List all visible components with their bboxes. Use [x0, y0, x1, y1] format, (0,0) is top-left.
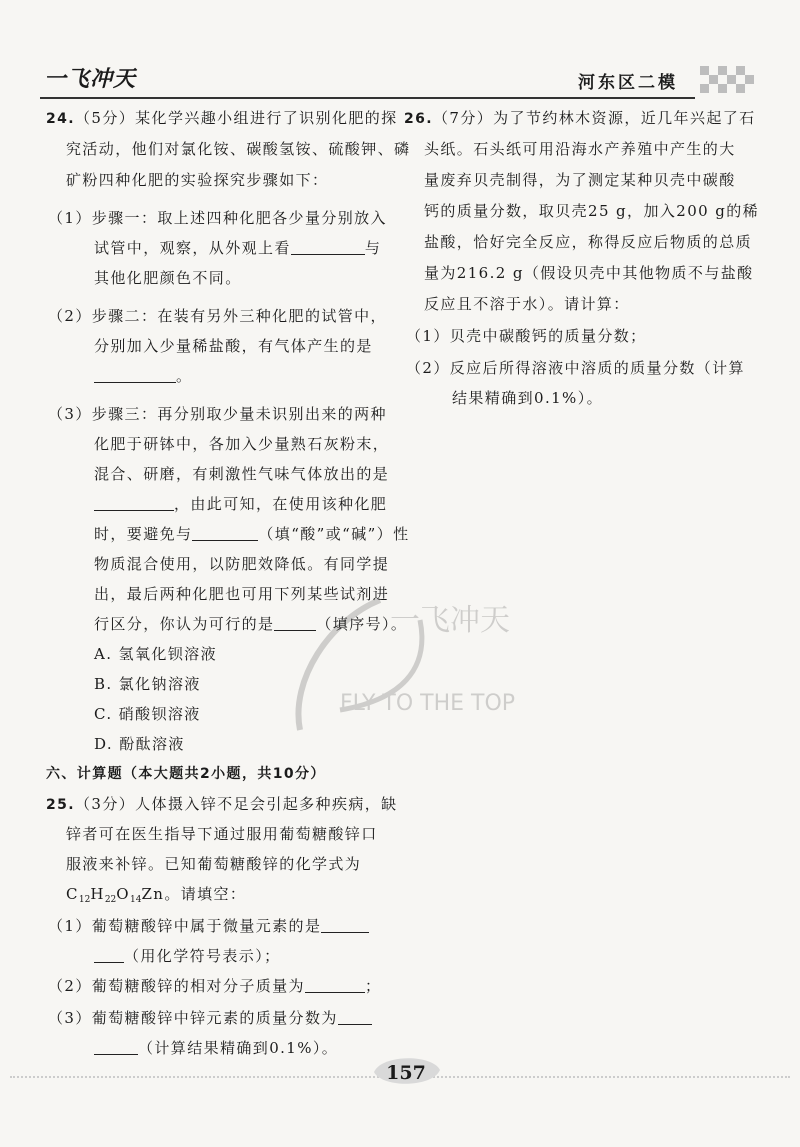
- q24-line-2: 究活动，他们对氯化铵、碳酸氢铵、硫酸钾、磷: [66, 140, 411, 158]
- q24-step3-line-1: （3）步骤三：再分别取少量未识别出来的两种: [48, 405, 387, 423]
- answer-blank[interactable]: [94, 1038, 138, 1055]
- q24-number: 24.: [46, 111, 76, 127]
- q25-line-3: 服液来补锌。已知葡萄糖酸锌的化学式为: [66, 855, 362, 873]
- q24-step3-line-4: ，由此可知，在使用该种化肥: [94, 494, 387, 514]
- q24-option-c: C. 硝酸钡溶液: [94, 705, 201, 723]
- svg-text:FLY TO THE TOP: FLY TO THE TOP: [340, 691, 516, 716]
- q26-line-3: 量废弃贝壳制得，为了测定某种贝壳中碳酸: [424, 171, 736, 189]
- answer-blank[interactable]: [94, 946, 124, 963]
- q25-part1-line-2: （用化学符号表示）；: [94, 946, 281, 966]
- q26-line-6: 量为216.2 g（假设贝壳中其他物质不与盐酸: [424, 264, 754, 282]
- q24-line-3: 矿粉四种化肥的实验探究步骤如下：: [66, 171, 329, 189]
- header-title: 河东区二模: [578, 73, 678, 93]
- brand-logo: 一飞冲天: [44, 67, 137, 92]
- q26-part1: （1）贝壳中碳酸钙的质量分数；: [406, 327, 647, 345]
- answer-blank[interactable]: [94, 494, 174, 511]
- q25-line-1: 25.（3分）人体摄入锌不足会引起多种疾病，缺: [46, 795, 398, 813]
- answer-blank[interactable]: [192, 524, 258, 541]
- checker-decoration: [700, 66, 756, 100]
- q26-line-2: 头纸。石头纸可用沿海水产养殖中产生的大: [424, 140, 736, 158]
- answer-blank[interactable]: [338, 1008, 372, 1025]
- q24-step3-line-2: 化肥于研钵中，各加入少量熟石灰粉末，: [94, 435, 390, 453]
- q24-step3-line-3: 混合、研磨，有刺激性气味气体放出的是: [94, 465, 390, 483]
- q24-step2-line-3: 。: [94, 366, 192, 386]
- q25-part3-line-2: （计算结果精确到0.1%）。: [94, 1038, 338, 1058]
- q24-step1-line-2: 试管中，观察，从外观上看 与: [94, 239, 382, 257]
- q25-part3-line-1: （3）葡萄糖酸锌中锌元素的质量分数为: [48, 1008, 372, 1028]
- q24-line-1: 24.（5分）某化学兴趣小组进行了识别化肥的探: [46, 109, 398, 127]
- answer-blank[interactable]: [321, 916, 369, 933]
- q24-option-b: B. 氯化钠溶液: [94, 675, 201, 693]
- q26-line-7: 反应且不溶于水）。请计算：: [424, 295, 630, 313]
- header-rule: [40, 97, 695, 99]
- q25-part2: （2）葡萄糖酸锌的相对分子质量为 ；: [48, 977, 382, 995]
- q25-number: 25.: [46, 797, 76, 813]
- q26-line-4: 钙的质量分数，取贝壳25 g，加入200 g的稀: [424, 202, 760, 220]
- q24-step3-line-5: 时，要避免与 （填“酸”或“碱”）性: [94, 525, 410, 543]
- answer-blank[interactable]: [94, 366, 176, 383]
- q24-option-d: D. 酚酞溶液: [94, 735, 185, 753]
- q24-step3-line-6: 物质混合使用，以防肥效降低。有同学提: [94, 555, 390, 573]
- answer-blank[interactable]: [305, 976, 365, 993]
- q24-step1-line-3: 其他化肥颜色不同。: [94, 269, 242, 287]
- q26-part2-line-1: （2）反应后所得溶液中溶质的质量分数（计算: [406, 359, 745, 377]
- page-number: 157: [386, 1062, 426, 1084]
- q24-step3-line-7: 出，最后两种化肥也可用下列某些试剂进: [94, 585, 390, 603]
- q25-formula: $C_{12}H_{22}O_{14}Zn$。请填空：: [66, 885, 247, 905]
- q26-part2-line-2: 结果精确到0.1%）。: [452, 389, 604, 407]
- svg-text:一飞冲天: 一飞冲天: [390, 603, 510, 638]
- q26-line-1: 26.（7分）为了节约林木资源，近几年兴起了石: [404, 109, 756, 127]
- watermark-logo: [270, 560, 530, 760]
- q26-line-5: 盐酸，恰好完全反应，称得反应后物质的总质: [424, 233, 753, 251]
- q24-step3-line-8: 行区分，你认为可行的是 （填序号）。: [94, 615, 408, 633]
- q24-step2-line-2: 分别加入少量稀盐酸，有气体产生的是: [94, 337, 373, 355]
- q24-step1-line-1: （1）步骤一：取上述四种化肥各少量分别放入: [48, 209, 387, 227]
- q24-step2-line-1: （2）步骤二：在装有另外三种化肥的试管中，: [48, 307, 387, 325]
- answer-blank[interactable]: [291, 238, 365, 255]
- q25-part1-line-1: （1）葡萄糖酸锌中属于微量元素的是: [48, 916, 369, 936]
- q25-line-2: 锌者可在医生指导下通过服用葡萄糖酸锌口: [66, 825, 378, 843]
- section-6-heading: 六、计算题（本大题共2小题，共10分）: [46, 766, 326, 782]
- q26-number: 26.: [404, 111, 434, 127]
- q24-option-a: A. 氢氧化钡溶液: [94, 645, 217, 663]
